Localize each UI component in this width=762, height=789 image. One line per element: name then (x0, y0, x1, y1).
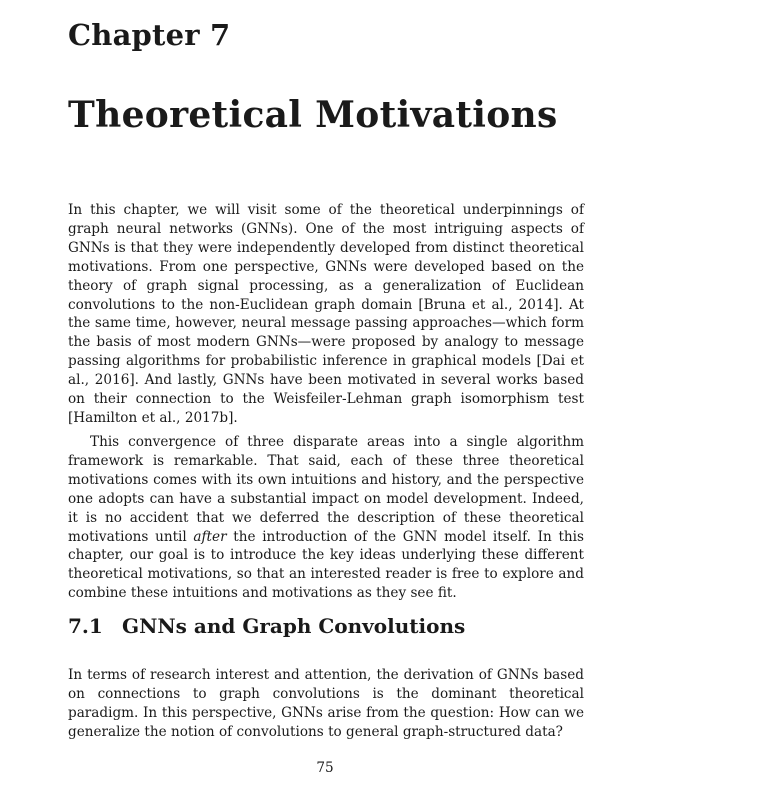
section-paragraph-1: In terms of research interest and attention, the derivation of GNNs based on connections to graph convolutions is the dominant theoretical paradigm. In this perspective, GNNs arise from the question: How can we generalize the notion of convolutions to general graph-structured data? (68, 667, 584, 740)
page-number: 75 (316, 760, 334, 776)
intro-paragraph-2-part-1: This convergence of three disparate areas into a single algorithm framework is remarkable. That said, each of these three theoretical motivations comes with its own intuitions and history, and the perspective one adopts can have a substantial impact on model development. Indeed, it is no accident that we deferred the description of these theoretical motivations until (68, 434, 584, 545)
section-number: 7.1 (68, 614, 103, 638)
intro-paragraph-2-part-2: the introduction of the GNN model itself. In this chapter, our goal is to introduce the key ideas underlying these different theoretical motivations, so that an interested reader is free to explore and combine these intuitions and motivations as they see fit. (68, 528, 584, 602)
intro-paragraph-1: In this chapter, we will visit some of the theoretical underpinnings of graph neural networks (GNNs). One of the most intriguing aspects of GNNs is that they were independently developed from distinct theoretical motivations. From one perspective, GNNs were developed based on the theory of graph signal processing, as a generalization of Euclidean convolutions to the non-Euclidean graph domain [Bruna et al., 2014]. At the same time, however, neural message passing approaches—which form the basis of most modern GNNs—were proposed by analogy to message passing algorithms for probabilistic inference in graphical models [Dai et al., 2016]. And lastly, GNNs have been motivated in several works based on their connection to the Weisfeiler-Lehman graph isomorphism test [Hamilton et al., 2017b]. (68, 202, 584, 426)
chapter-label: Chapter 7 (68, 18, 231, 52)
emphasis-after: after (193, 528, 227, 545)
section-heading (68, 614, 465, 638)
section-title: GNNs and Graph Convolutions (122, 614, 466, 638)
intro-paragraph-2 (68, 433, 584, 603)
chapter-title: Theoretical Motivations (68, 94, 558, 136)
